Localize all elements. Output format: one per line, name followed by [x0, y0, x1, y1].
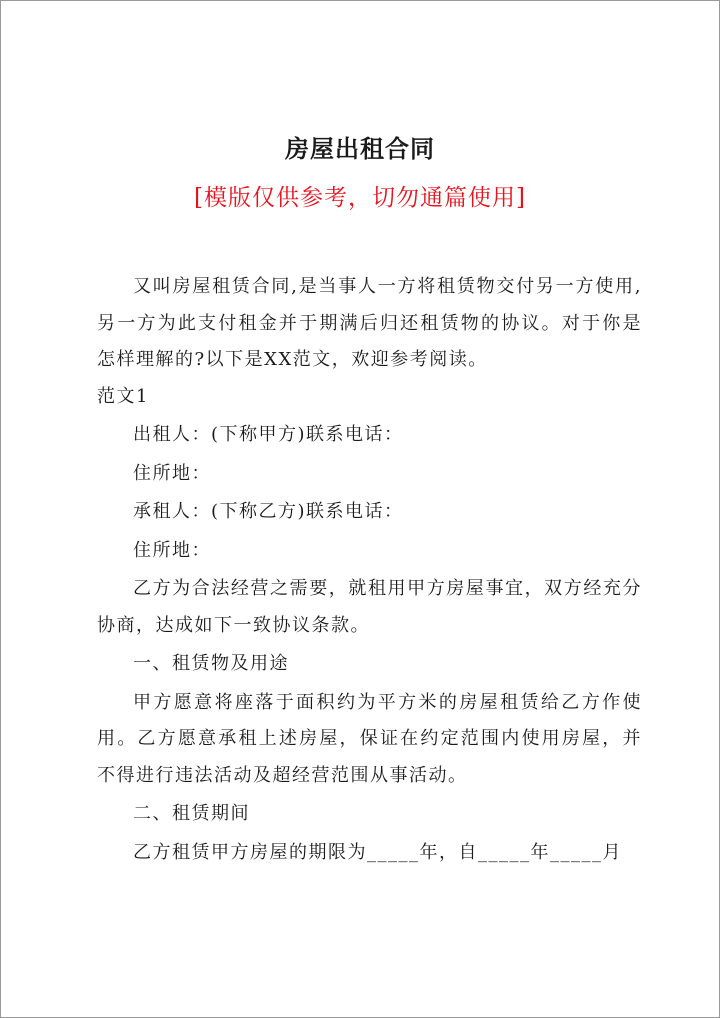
- section1-heading: 一、租赁物及用途: [133, 653, 289, 674]
- template-notice: [模版仅供参考，切勿通篇使用]: [194, 185, 526, 211]
- section1-text: 甲方愿意将座落于面积约为平方米的房屋租赁给乙方作使用。乙方愿意承租上述房屋，保证在约定范围内使用房屋，并不得进行违法活动及超经营范围从事活动。: [97, 691, 642, 786]
- agreement-intro: 乙方为合法经营之需要，就租用甲方房屋事宜，双方经充分协商，达成如下一致协议条款。: [97, 578, 642, 636]
- document-title: 房屋出租合同: [285, 134, 435, 163]
- lessee-line: 承租人：(下称乙方)联系电话：: [133, 501, 404, 522]
- section2-text: 乙方租赁甲方房屋的期限为_____年，自_____年_____月: [133, 841, 622, 863]
- lessor-line: 出租人：(下称甲方)联系电话：: [133, 424, 404, 445]
- sample-heading: 范文1: [97, 385, 149, 407]
- section2-heading: 二、租赁期间: [133, 803, 250, 824]
- lessor-address: 住所地：: [133, 462, 211, 484]
- intro-paragraph: 又叫房屋租赁合同,是当事人一方将租赁物交付另一方使用,另一方为此支付租金并于期满后归还租赁物的协议。对于你是怎样理解的?以下是XX范文，欢迎参考阅读。: [97, 276, 642, 370]
- lessee-address: 住所地：: [133, 539, 211, 561]
- document-body: [97, 269, 642, 871]
